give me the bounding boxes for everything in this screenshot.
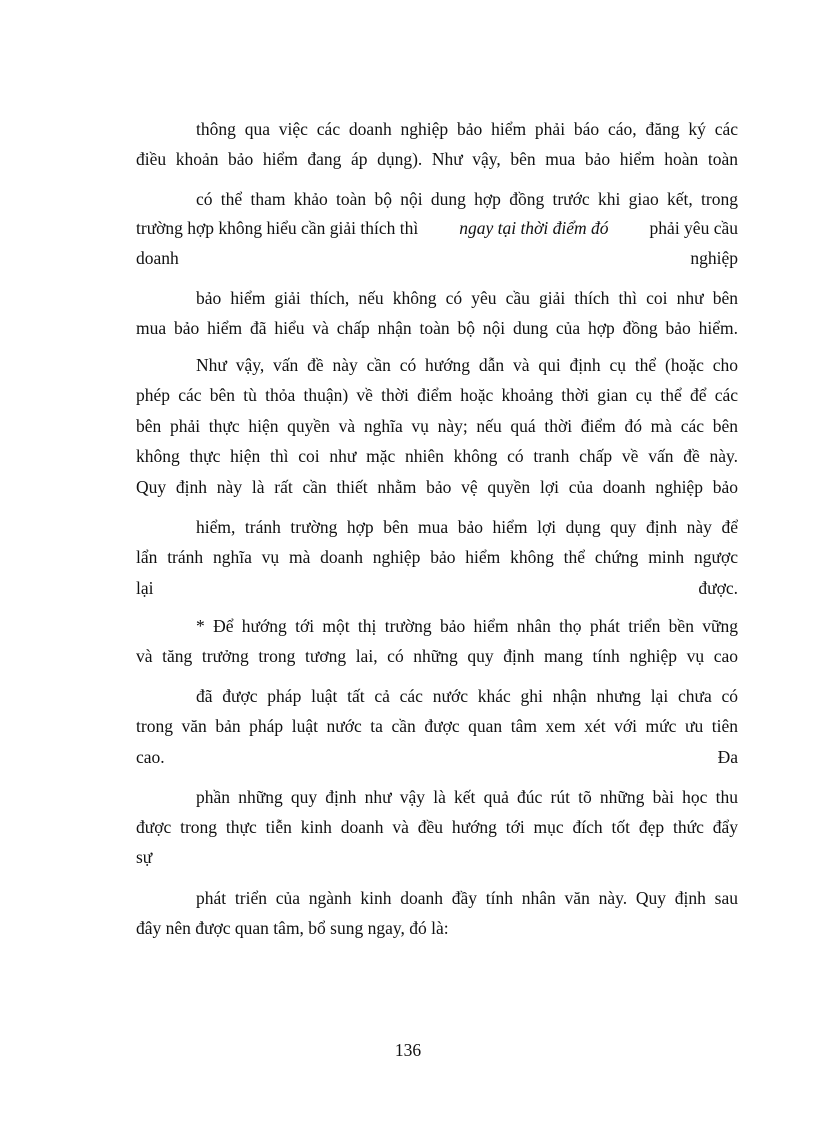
text-line: hiểm, tránh trường hợp bên mua bảo hiểm lợi dụng quy định này để [196, 517, 738, 537]
text-segment: doanh [136, 248, 179, 268]
text-line: sự [136, 847, 153, 867]
text-line: mua bảo hiểm đã hiểu và chấp nhận toàn bộ nội dung của hợp đồng bảo hiểm. [136, 318, 738, 338]
text-segment: cao. [136, 747, 165, 767]
text-segment: phải yêu cầu [649, 218, 738, 238]
text-line [136, 246, 738, 270]
text-segment: được. [698, 578, 738, 598]
text-line: đây nên được quan tâm, bổ sung ngay, đó là: [136, 918, 449, 938]
text-line: không thực hiện thì coi như mặc nhiên không có tranh chấp về vấn đề này. [136, 446, 738, 466]
text-line: điều khoản bảo hiểm đang áp dụng). Như vậy, bên mua bảo hiểm hoàn toàn [136, 149, 738, 169]
text-segment: nghiệp [690, 248, 738, 268]
text-segment: trường hợp không hiểu cần giải thích thì [136, 218, 419, 238]
text-line [136, 745, 738, 769]
text-line [136, 576, 738, 600]
text-line: Như vậy, vấn đề này cần có hướng dẫn và qui định cụ thể (hoặc cho [196, 355, 738, 375]
text-line: đã được pháp luật tất cả các nước khác ghi nhận nhưng lại chưa có [196, 686, 738, 706]
text-segment: lại [136, 578, 154, 598]
text-line: * Để hướng tới một thị trường bảo hiểm nhân thọ phát triển bền vững [196, 616, 738, 636]
text-line: phát triển của ngành kinh doanh đầy tính nhân văn này. Quy định sau [196, 888, 738, 908]
text-line: phần những quy định như vậy là kết quả đúc rút tõ những bài học thu [196, 787, 738, 807]
text-line [136, 216, 738, 240]
text-segment: Đa [717, 747, 738, 767]
text-line: bảo hiểm giải thích, nếu không có yêu cầu giải thích thì coi như bên [196, 288, 738, 308]
text-line: và tăng trưởng trong tương lai, có những quy định mang tính nghiệp vụ cao [136, 646, 738, 666]
text-line: lẩn tránh nghĩa vụ mà doanh nghiệp bảo hiểm không thể chứng minh ngược [136, 547, 738, 567]
text-line: có thể tham khảo toàn bộ nội dung hợp đồng trước khi giao kết, trong [196, 189, 738, 209]
text-line: thông qua việc các doanh nghiệp bảo hiểm phải báo cáo, đăng ký các [196, 119, 738, 139]
italic-text-segment: ngay tại thời điểm đó [459, 218, 609, 238]
text-line: Quy định này là rất cần thiết nhằm bảo vệ quyền lợi của doanh nghiệp bảo [136, 477, 738, 497]
page-number: 136 [394, 1040, 422, 1060]
text-line: phép các bên tù thỏa thuận) về thời điểm hoặc khoảng thời gian cụ thể để các [136, 385, 738, 405]
text-line: trong văn bản pháp luật nước ta cần được quan tâm xem xét với mức ưu tiên [136, 716, 738, 736]
text-line: bên phải thực hiện quyền và nghĩa vụ này; nếu quá thời điểm đó mà các bên [136, 416, 738, 436]
text-line: được trong thực tiễn kinh doanh và đều hướng tới mục đích tốt đẹp thức đẩy [136, 817, 738, 837]
